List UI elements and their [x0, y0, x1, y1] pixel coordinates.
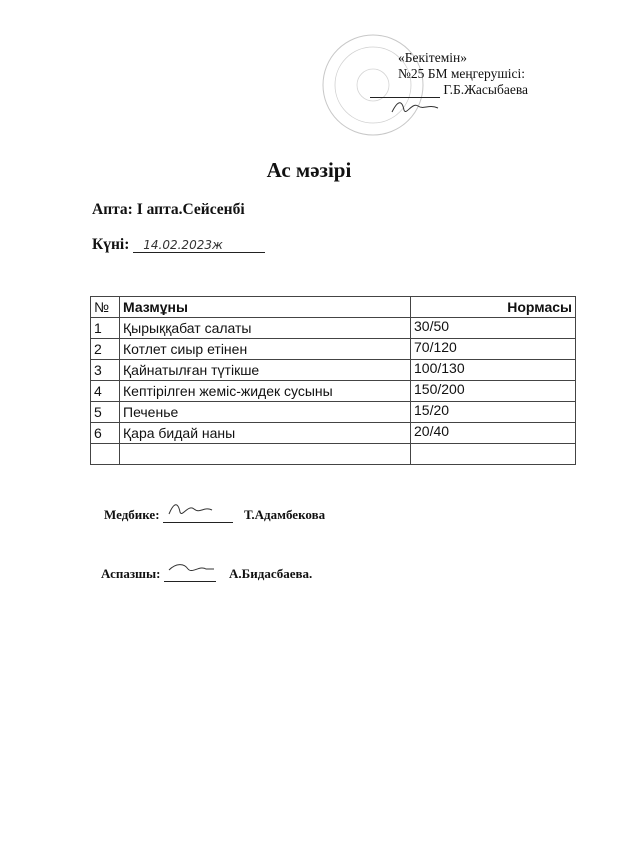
table-row-empty	[91, 444, 576, 465]
header-number: №	[91, 297, 120, 318]
row-norm: 20/40	[411, 423, 576, 444]
approval-title: «Бекітемін»	[398, 50, 467, 65]
row-name: Қара бидай наны	[120, 423, 411, 444]
page-title: Ас мәзірі	[266, 158, 352, 182]
table-row	[91, 381, 576, 402]
row-name: Қырыққабат салаты	[120, 318, 411, 339]
row-norm: 70/120	[411, 339, 576, 360]
row-number: 6	[91, 423, 120, 444]
cook-name: А.Бидасбаева.	[229, 566, 313, 581]
row-norm-empty	[411, 444, 576, 465]
row-name: Кептірілген жеміс-жидек сусыны	[120, 381, 411, 402]
nurse-signature-icon	[166, 500, 216, 520]
row-number: 5	[91, 402, 120, 423]
nurse-name: Т.Адамбекова	[244, 507, 326, 522]
row-name: Печенье	[120, 402, 411, 423]
row-number: 3	[91, 360, 120, 381]
week-label: Апта: І апта.Сейсенбі	[92, 201, 245, 218]
approval-position: №25 БМ меңгерушісі:	[398, 66, 525, 81]
row-name-empty	[120, 444, 411, 465]
table-header-row	[91, 297, 576, 318]
row-number: 1	[91, 318, 120, 339]
table-row	[91, 423, 576, 444]
approval-block	[398, 50, 528, 98]
cook-label: Аспазшы:	[101, 566, 161, 581]
row-number: 4	[91, 381, 120, 402]
header-norm: Нормасы	[411, 297, 576, 318]
table-row	[91, 318, 576, 339]
table-row	[91, 339, 576, 360]
menu-table	[90, 296, 576, 465]
header-content: Мазмұны	[120, 297, 411, 318]
row-norm: 100/130	[411, 360, 576, 381]
date-row	[92, 236, 265, 254]
approval-name: Г.Б.Жасыбаева	[443, 82, 529, 97]
row-norm: 150/200	[411, 381, 576, 402]
cook-signature-icon	[166, 560, 218, 578]
date-label: Күні:	[92, 236, 130, 253]
row-name: Қайнатылған түтікше	[120, 360, 411, 381]
table-row	[91, 360, 576, 381]
row-norm: 15/20	[411, 402, 576, 423]
table-row	[91, 402, 576, 423]
row-number: 2	[91, 339, 120, 360]
nurse-label: Медбике:	[104, 507, 160, 522]
date-value: 14.02.2023ж	[133, 238, 265, 253]
row-name: Котлет сиыр етінен	[120, 339, 411, 360]
row-number-empty	[91, 444, 120, 465]
row-norm: 30/50	[411, 318, 576, 339]
director-signature-icon	[388, 96, 444, 118]
